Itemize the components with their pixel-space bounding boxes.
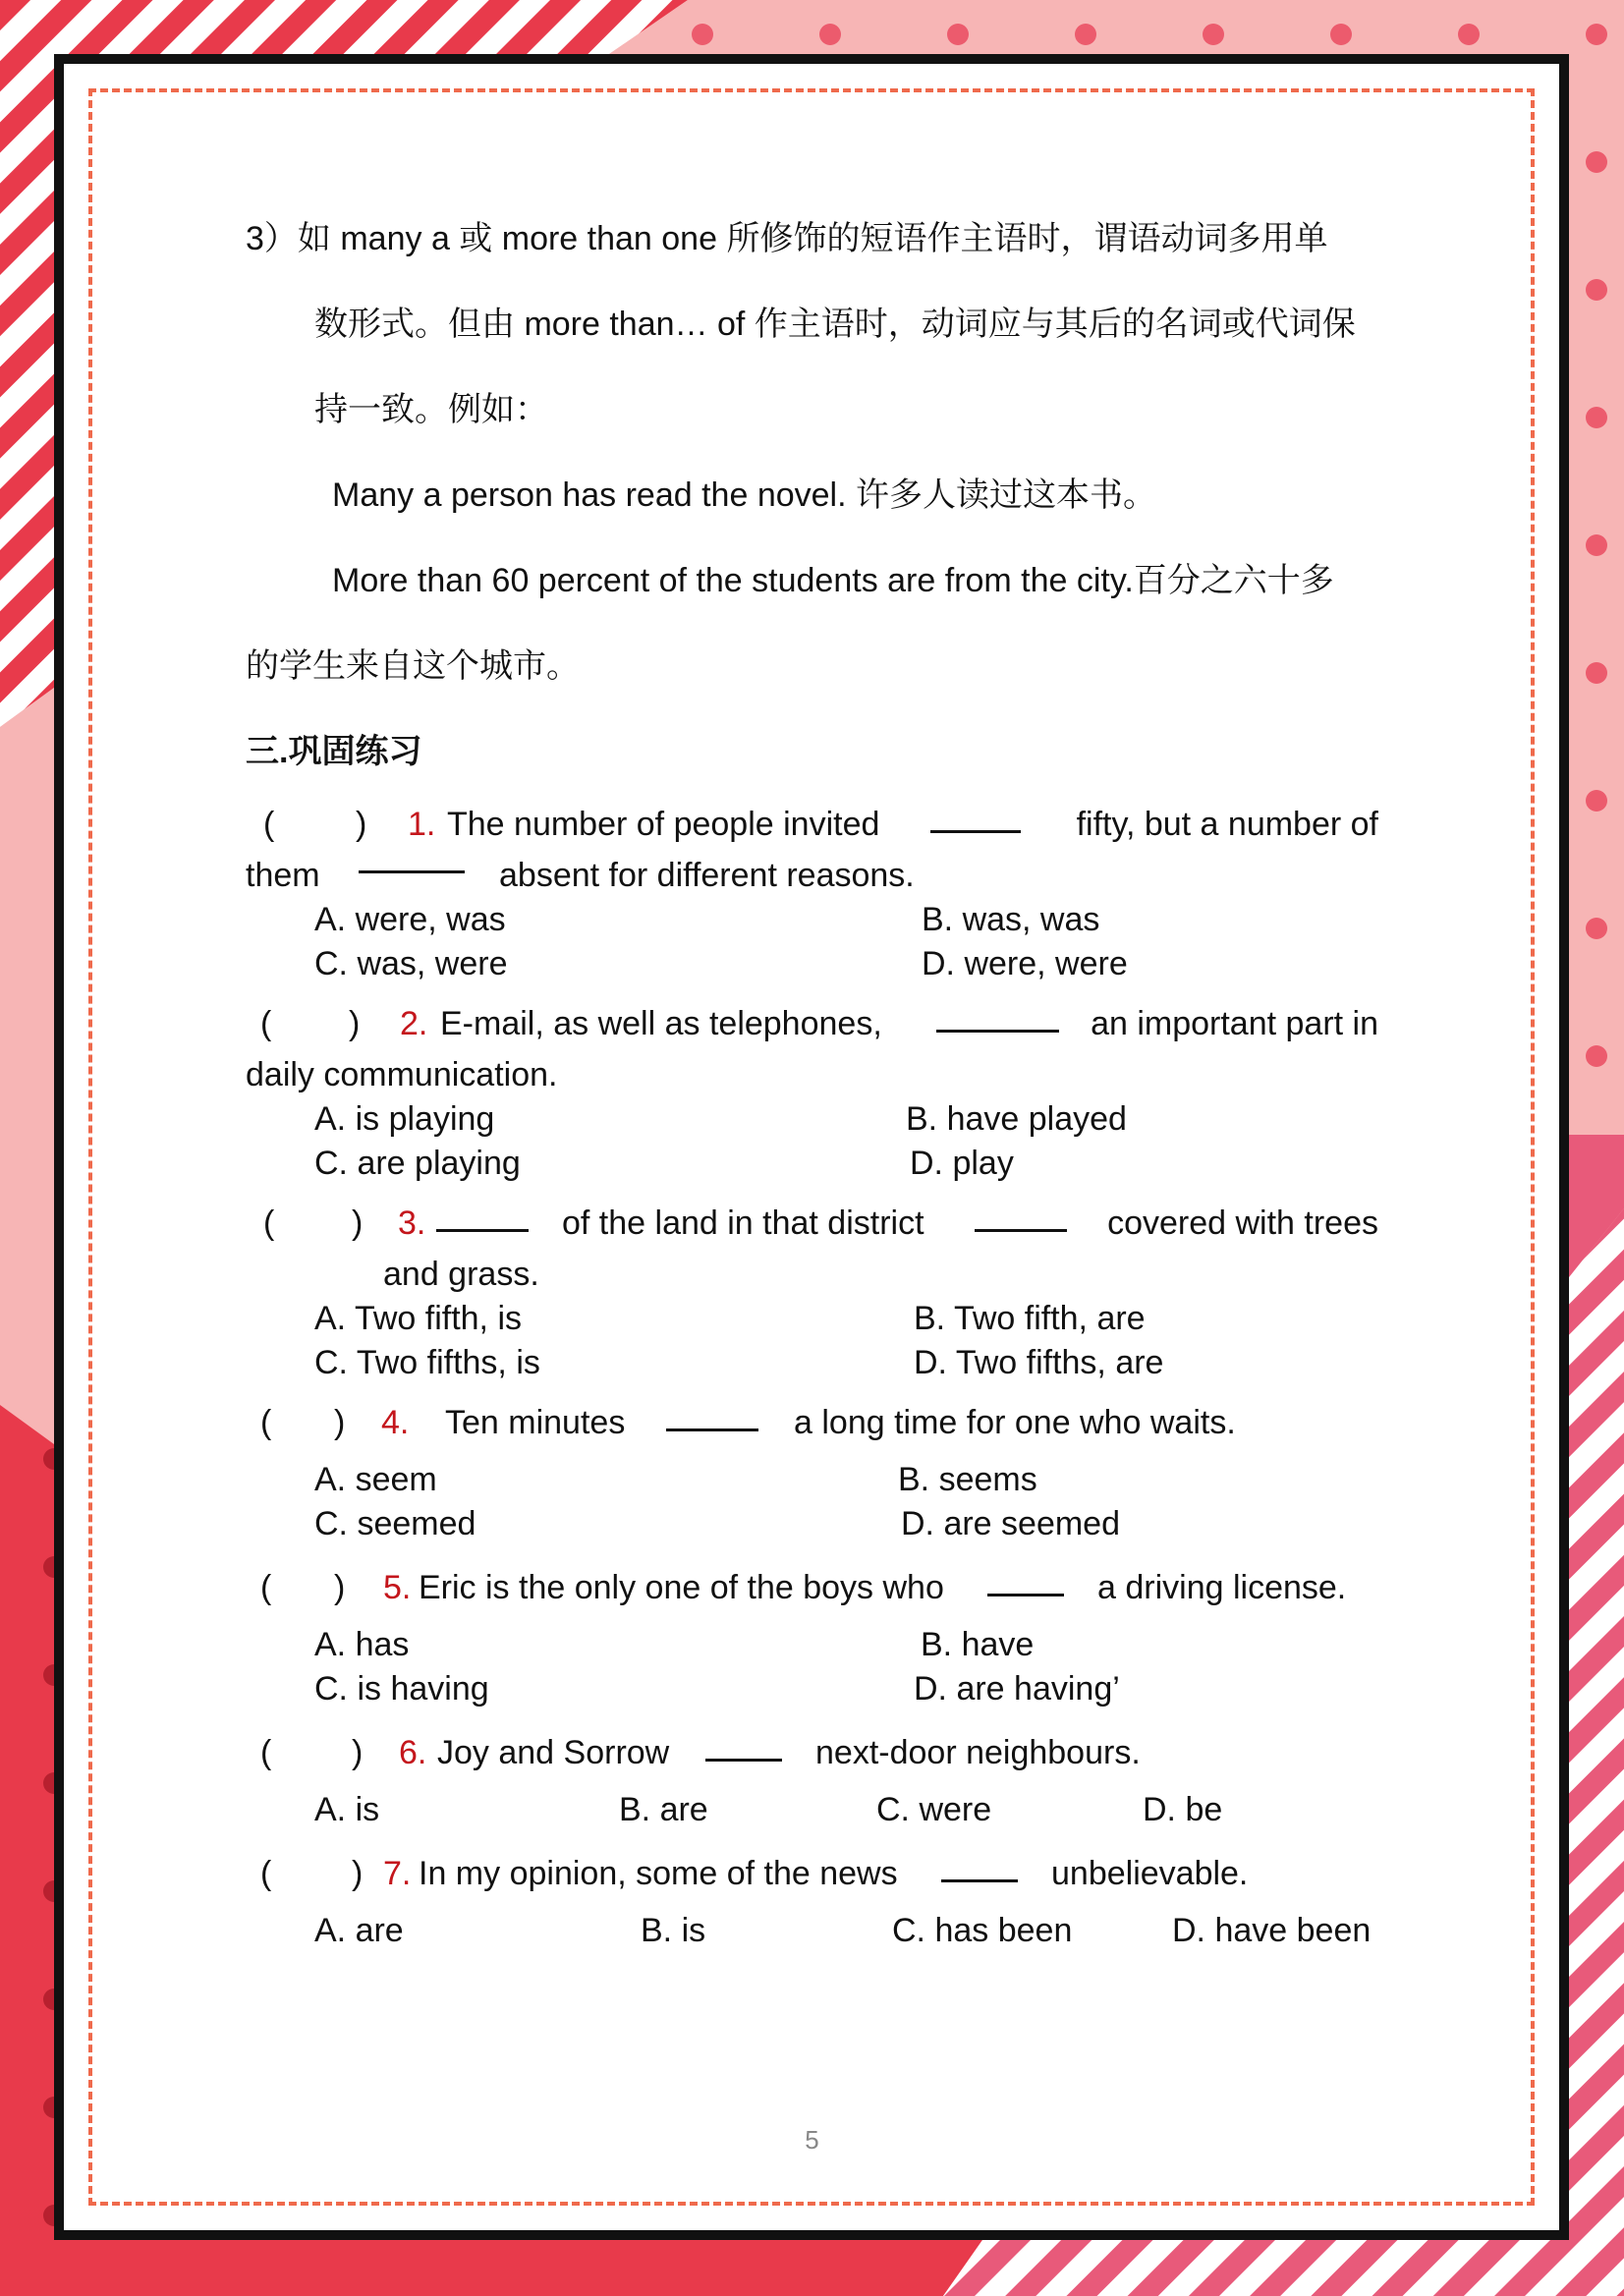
- option[interactable]: C. was, were: [314, 945, 508, 982]
- question-4-options-row-2: C. seemed D. are seemed: [314, 1505, 1120, 1542]
- question-1-continued: them absent for different reasons.: [246, 857, 915, 894]
- answer-blank[interactable]: [975, 1228, 1067, 1232]
- worksheet-content: [246, 196, 1378, 1953]
- question-3-continued: and grass.: [383, 1256, 539, 1293]
- example-2: More than 60 percent of the students are from the city.百分之六十多: [332, 562, 1334, 599]
- answer-paren-open: (: [263, 806, 275, 843]
- question-6-options: A. is B. are C. were D. be: [314, 1791, 1223, 1828]
- question-4-options-row-1: A. seem B. seems: [314, 1461, 1037, 1498]
- option[interactable]: B. was, was: [922, 901, 1100, 938]
- question-6: ( ) 6. Joy and Sorrow next-door neighbours.: [260, 1734, 1141, 1771]
- question-5: ( ) 5. Eric is the only one of the boys who a driving license.: [260, 1569, 1347, 1606]
- answer-blank[interactable]: [936, 1029, 1059, 1033]
- answer-blank[interactable]: [987, 1593, 1064, 1596]
- option[interactable]: A. were, was: [314, 901, 506, 938]
- question-3-options-row-2: C. Two fifths, is D. Two fifths, are: [314, 1344, 1164, 1381]
- question-2: ( ) 2. E-mail, as well as telephones, an important part in: [260, 1005, 1378, 1042]
- note-line-2: 数形式。但由 more than… of 作主语时，动词应与其后的名词或代词保: [314, 306, 1356, 343]
- option[interactable]: D. were, were: [922, 945, 1128, 982]
- question-3-options-row-1: A. Two fifth, is B. Two fifth, are: [314, 1300, 1146, 1337]
- example-2-continued: 的学生来自这个城市。: [246, 647, 580, 685]
- question-1-options-row-2: [246, 942, 1378, 986]
- question-7-options: A. are B. is C. has been D. have been: [314, 1912, 1372, 1949]
- note-line-1: 3）如 many a 或 more than one 所修饰的短语作主语时，谓语动词多用单: [246, 220, 1328, 257]
- page-number: 5: [805, 2125, 819, 2155]
- answer-blank[interactable]: [705, 1758, 782, 1762]
- question-number: 1.: [408, 806, 436, 843]
- answer-blank[interactable]: [666, 1428, 758, 1431]
- answer-paren-close: ): [356, 806, 367, 843]
- answer-blank[interactable]: [359, 869, 465, 873]
- question-1-options-row-1: [246, 898, 1378, 942]
- question-5-options-row-2: C. is having D. are having’: [314, 1670, 1120, 1708]
- example-1: Many a person has read the novel. 许多人读过这本书。: [332, 476, 1156, 514]
- question-2-options-row-1: A. is playing B. have played: [314, 1100, 1127, 1138]
- note-line-3: 持一致。例如：: [314, 391, 548, 428]
- question-1: ( ) 1. The number of people invited fifty, but a number of: [246, 795, 1378, 854]
- question-7: ( ) 7. In my opinion, some of the news unbelievable.: [260, 1855, 1249, 1892]
- answer-blank[interactable]: [930, 829, 1021, 833]
- answer-blank[interactable]: [436, 1228, 529, 1232]
- section-title: 三.巩固练习: [246, 733, 422, 770]
- answer-blank[interactable]: [941, 1878, 1018, 1882]
- question-4: ( ) 4. Ten minutes a long time for one who waits.: [260, 1404, 1236, 1441]
- question-3: ( ) 3. of the land in that district covered with trees: [263, 1204, 1378, 1242]
- question-2-continued: daily communication.: [246, 1056, 558, 1093]
- question-2-options-row-2: C. are playing D. play: [314, 1145, 1014, 1182]
- question-5-options-row-1: A. has B. have: [314, 1626, 1035, 1663]
